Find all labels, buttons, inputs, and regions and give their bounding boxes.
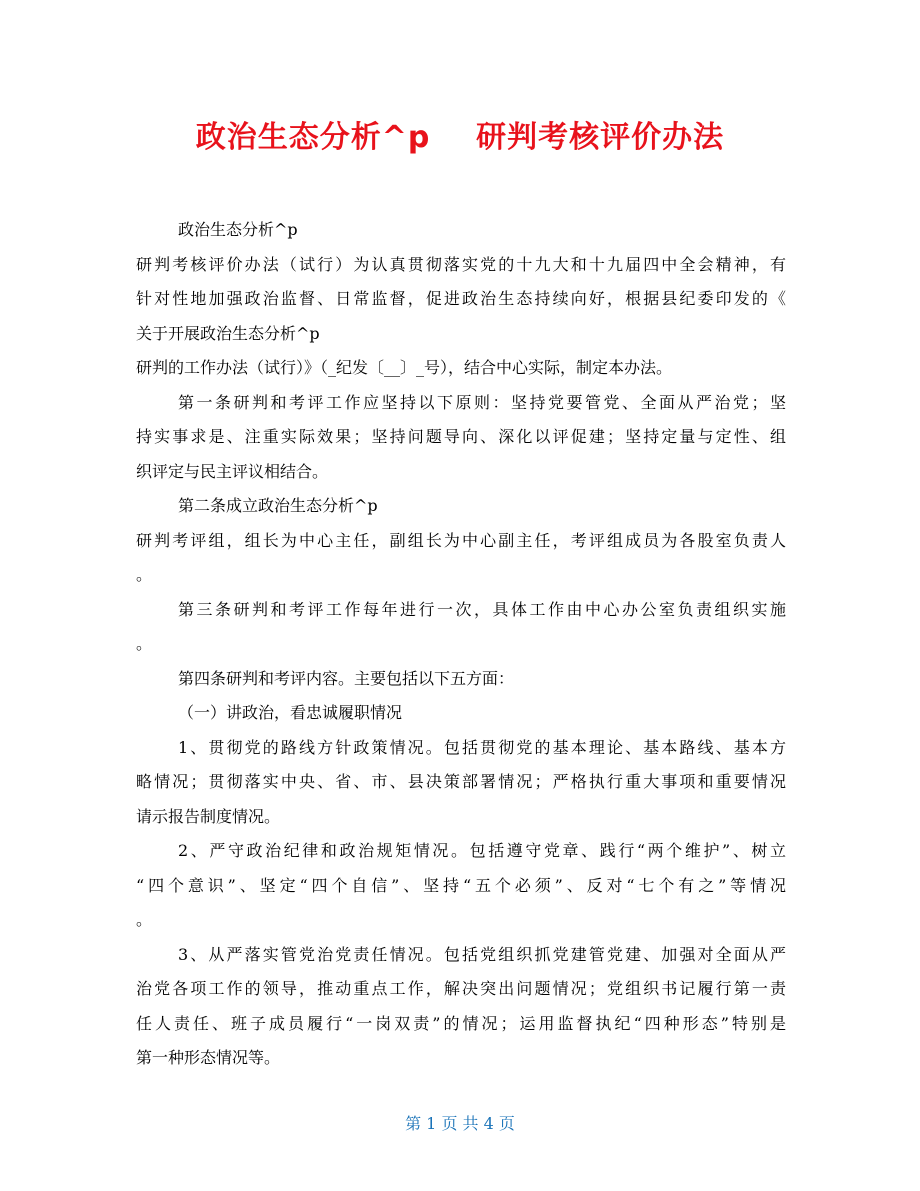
body-line: （一）讲政治，看忠诚履职情况 bbox=[178, 703, 403, 722]
body-line: 。 bbox=[136, 634, 153, 653]
body-line: 政治生态分析^p bbox=[178, 220, 298, 239]
body-line: 第四条研判和考评内容。主要包括以下五方面： bbox=[178, 668, 515, 688]
body-line: 第一条研判和考评工作应坚持以下原则：坚持党要管党、全面从严治党；坚 bbox=[178, 392, 786, 412]
body-line: 针对性地加强政治监督、日常监督，促进政治生态持续向好，根据县纪委印发的《 bbox=[136, 289, 786, 308]
document-title: 政治生态分析^p 研判考核评价办法 bbox=[195, 120, 725, 155]
body-line: 第二条成立政治生态分析^p bbox=[178, 496, 378, 515]
body-line: 。 bbox=[136, 565, 153, 584]
body-line: 略情况；贯彻落实中央、省、市、县决策部署情况；严格执行重大事项和重要情况 bbox=[136, 772, 786, 791]
body-line: 研判考评组，组长为中心主任，副组长为中心副主任，考评组成员为各股室负责人 bbox=[136, 530, 786, 550]
body-line: 任人责任、班子成员履行“一岗双责”的情况；运用监督执纪“四种形态”特别是 bbox=[136, 1013, 786, 1033]
page-footer: 第 1 页 共 4 页 bbox=[405, 1114, 515, 1133]
body-line: 研判的工作办法（试行）》（_纪发〔__〕_号），结合中心实际，制定本办法。 bbox=[136, 358, 673, 377]
body-line: 3、从严落实管党治党责任情况。包括党组织抓党建管党建、加强对全面从严 bbox=[178, 944, 786, 964]
body-line: “四个意识”、坚定“四个自信”、坚持“五个必须”、反对“七个有之”等情况 bbox=[136, 875, 786, 895]
body-line: 关于开展政治生态分析^p bbox=[136, 323, 320, 343]
body-line: 织评定与民主评议相结合。 bbox=[136, 461, 329, 481]
body-line: 第三条研判和考评工作每年进行一次，具体工作由中心办公室负责组织实施 bbox=[178, 599, 786, 619]
body-line: 。 bbox=[136, 910, 153, 929]
body-line: 研判考核评价办法（试行）为认真贯彻落实党的十九大和十九届四中全会精神，有 bbox=[136, 254, 786, 274]
body-line: 第一种形态情况等。 bbox=[136, 1048, 281, 1067]
body-line: 治党各项工作的领导，推动重点工作，解决突出问题情况；党组织书记履行第一责 bbox=[136, 979, 786, 998]
body-line: 持实事求是、注重实际效果；坚持问题导向、深化以评促建；坚持定量与定性、组 bbox=[136, 427, 786, 446]
body-line: 1、贯彻党的路线方针政策情况。包括贯彻党的基本理论、基本路线、基本方 bbox=[178, 737, 786, 757]
document-body bbox=[136, 213, 786, 1076]
body-line: 请示报告制度情况。 bbox=[136, 806, 281, 826]
body-line: 2、严守政治纪律和政治规矩情况。包括遵守党章、践行“两个维护”、树立 bbox=[178, 841, 786, 860]
